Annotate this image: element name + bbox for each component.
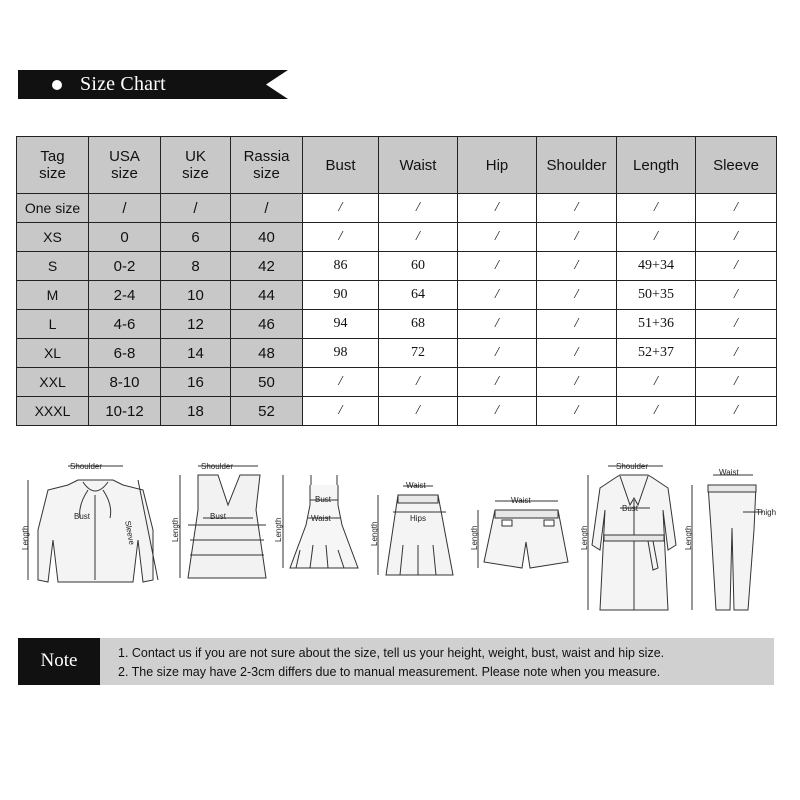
cell-sleeve: / <box>696 223 777 252</box>
cell-uk: 16 <box>161 368 231 397</box>
skirt-waist-label: Waist <box>406 481 426 490</box>
cell-length: 52+37 <box>617 339 696 368</box>
skirt-hips-label: Hips <box>410 514 427 523</box>
cell-sleeve: / <box>696 194 777 223</box>
cell-usa: 6-8 <box>89 339 161 368</box>
tank-top-icon <box>180 466 266 578</box>
blouse-bust-label: Bust <box>74 512 91 521</box>
size-table <box>16 136 777 426</box>
cell-bust: / <box>303 194 379 223</box>
cell-bust: 86 <box>303 252 379 281</box>
header-length: Length <box>617 137 696 194</box>
cell-hip: / <box>458 397 537 426</box>
cell-uk: 12 <box>161 310 231 339</box>
pants-thigh-label: Thigh <box>756 508 777 517</box>
cell-sleeve: / <box>696 339 777 368</box>
cell-tag: XXXL <box>17 397 89 426</box>
table-header-row <box>17 137 777 194</box>
cell-hip: / <box>458 281 537 310</box>
cell-bust: / <box>303 223 379 252</box>
cell-waist: 60 <box>379 252 458 281</box>
blouse-sleeve-label: Sleeve <box>123 520 137 546</box>
cell-sleeve: / <box>696 397 777 426</box>
cell-hip: / <box>458 339 537 368</box>
note-line-2: 2. The size may have 2-3cm differs due to manual measurement. Please note when you measure. <box>118 665 661 679</box>
cell-usa: / <box>89 194 161 223</box>
cell-tag: L <box>17 310 89 339</box>
cell-hip: / <box>458 310 537 339</box>
cell-rassia: 52 <box>231 397 303 426</box>
cell-length: / <box>617 223 696 252</box>
cell-uk: 6 <box>161 223 231 252</box>
cell-rassia: 44 <box>231 281 303 310</box>
cell-rassia: / <box>231 194 303 223</box>
cell-uk: / <box>161 194 231 223</box>
table-row <box>17 397 777 426</box>
cell-uk: 14 <box>161 339 231 368</box>
cell-usa: 4-6 <box>89 310 161 339</box>
header-waist: Waist <box>379 137 458 194</box>
cell-usa: 8-10 <box>89 368 161 397</box>
skirt-icon <box>378 486 453 575</box>
header-hip: Hip <box>458 137 537 194</box>
cell-tag: XXL <box>17 368 89 397</box>
cell-waist: 64 <box>379 281 458 310</box>
tank-length-label: Length <box>171 517 180 542</box>
cell-shoulder: / <box>537 339 617 368</box>
cell-uk: 10 <box>161 281 231 310</box>
blouse-shoulder-label: Shoulder <box>70 462 103 471</box>
header-uk-size: UK size <box>161 137 231 194</box>
cell-bust: 98 <box>303 339 379 368</box>
coat-length-label: Length <box>580 525 589 550</box>
cell-usa: 2-4 <box>89 281 161 310</box>
cell-bust: 94 <box>303 310 379 339</box>
blouse-length-label: Length <box>21 525 30 550</box>
bullet-dot-icon <box>52 80 62 90</box>
cell-shoulder: / <box>537 397 617 426</box>
cell-uk: 8 <box>161 252 231 281</box>
cell-hip: / <box>458 223 537 252</box>
cell-shoulder: / <box>537 310 617 339</box>
trousers-icon <box>692 475 763 610</box>
table-row <box>17 223 777 252</box>
cell-length: / <box>617 194 696 223</box>
header-rassia-size: Rassia size <box>231 137 303 194</box>
cell-waist: / <box>379 223 458 252</box>
cell-hip: / <box>458 252 537 281</box>
dress-waist-label: Waist <box>311 514 331 523</box>
cell-bust: 90 <box>303 281 379 310</box>
pants-length-label: Length <box>684 525 693 550</box>
cell-shoulder: / <box>537 368 617 397</box>
table-row <box>17 368 777 397</box>
cell-shoulder: / <box>537 194 617 223</box>
garment-illustrations <box>8 450 788 620</box>
cell-uk: 18 <box>161 397 231 426</box>
table-row <box>17 310 777 339</box>
table-row <box>17 339 777 368</box>
cell-shoulder: / <box>537 223 617 252</box>
header-usa-size: USA size <box>89 137 161 194</box>
table-row <box>17 194 777 223</box>
cell-rassia: 40 <box>231 223 303 252</box>
shorts-icon <box>478 501 568 568</box>
cell-sleeve: / <box>696 310 777 339</box>
shorts-length-label: Length <box>470 525 479 550</box>
cell-rassia: 42 <box>231 252 303 281</box>
trench-coat-icon <box>588 466 676 610</box>
note-text-box <box>100 638 774 685</box>
shorts-waist-label: Waist <box>511 496 531 505</box>
blouse-icon <box>28 466 158 582</box>
cell-tag: XL <box>17 339 89 368</box>
cell-rassia: 50 <box>231 368 303 397</box>
note-line-1: 1. Contact us if you are not sure about the size, tell us your height, weight, bust, waist and hip size. <box>118 646 665 660</box>
cell-usa: 10-12 <box>89 397 161 426</box>
size-chart-banner <box>18 70 288 99</box>
cell-waist: / <box>379 397 458 426</box>
cell-shoulder: / <box>537 252 617 281</box>
cell-length: 51+36 <box>617 310 696 339</box>
tank-bust-label: Bust <box>210 512 227 521</box>
skirt-length-label: Length <box>370 521 379 546</box>
cell-sleeve: / <box>696 368 777 397</box>
pants-waist-label: Waist <box>719 468 739 477</box>
banner-title: Size Chart <box>80 73 166 95</box>
dress-length-label: Length <box>274 517 283 542</box>
cell-rassia: 48 <box>231 339 303 368</box>
cell-shoulder: / <box>537 281 617 310</box>
coat-bust-label: Bust <box>622 504 639 513</box>
tank-shoulder-label: Shoulder <box>201 462 234 471</box>
cell-bust: / <box>303 368 379 397</box>
cell-tag: S <box>17 252 89 281</box>
cell-tag: XS <box>17 223 89 252</box>
cell-length: 50+35 <box>617 281 696 310</box>
cell-usa: 0 <box>89 223 161 252</box>
cell-waist: 68 <box>379 310 458 339</box>
header-shoulder: Shoulder <box>537 137 617 194</box>
cell-length: / <box>617 368 696 397</box>
cell-bust: / <box>303 397 379 426</box>
dress-bust-label: Bust <box>315 495 332 504</box>
cell-waist: / <box>379 368 458 397</box>
note-label-box <box>18 638 100 685</box>
cell-rassia: 46 <box>231 310 303 339</box>
cell-sleeve: / <box>696 252 777 281</box>
header-sleeve: Sleeve <box>696 137 777 194</box>
cell-tag: One size <box>17 194 89 223</box>
cell-length: 49+34 <box>617 252 696 281</box>
cell-waist: 72 <box>379 339 458 368</box>
table-row <box>17 252 777 281</box>
header-bust: Bust <box>303 137 379 194</box>
cell-tag: M <box>17 281 89 310</box>
table-row <box>17 281 777 310</box>
cell-hip: / <box>458 368 537 397</box>
cell-length: / <box>617 397 696 426</box>
header-tag-size: Tag size <box>17 137 89 194</box>
note-label: Note <box>40 650 78 671</box>
cell-hip: / <box>458 194 537 223</box>
cell-usa: 0-2 <box>89 252 161 281</box>
cell-waist: / <box>379 194 458 223</box>
cell-sleeve: / <box>696 281 777 310</box>
coat-shoulder-label: Shoulder <box>616 462 649 471</box>
